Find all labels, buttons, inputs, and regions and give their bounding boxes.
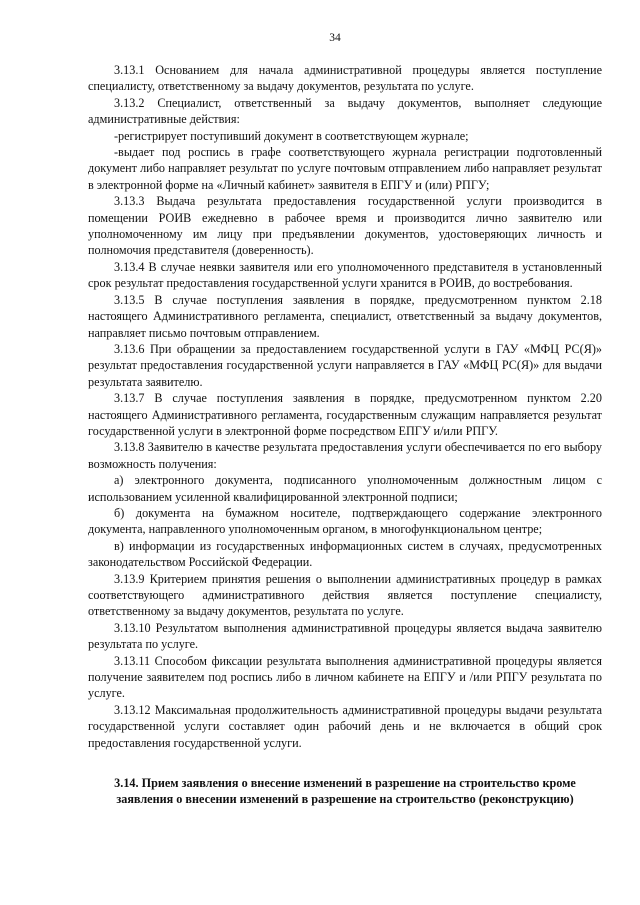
paragraph-3-13-8: 3.13.8 Заявителю в качестве результата предоставления услуги обеспечивается по его выбору возможность получения: [88, 440, 602, 471]
section-heading-3-14: 3.14. Прием заявления о внесение изменений в разрешение на строительство кроме заявления о внесении изменений в разрешение на строительство (реконструкцию) [114, 776, 576, 807]
paragraph-3-13-11: 3.13.11 Способом фиксации результата выполнения административной процедуры является получение заявителем под роспись либо в личном кабинете на ЕПГУ и /или РПГУ результата по услуге. [88, 653, 602, 701]
paragraph-3-13-7: 3.13.7 В случае поступления заявления в порядке, предусмотренном пунктом 2.20 настоящего Административного регламента, государственным служащим направляется результат государственной услуги в электронной форме посредством ЕПГУ и/или РПГУ. [88, 391, 602, 438]
paragraph-3-13-4: 3.13.4 В случае неявки заявителя или его уполномоченного представителя в установленный срок результат предоставления государственной услуги хранится в РОИВ, до востребования. [88, 259, 602, 291]
paragraph-3-13-5: 3.13.5 В случае поступления заявления в порядке, предусмотренном пунктом 2.18 настоящего Административного регламента, специалист, ответственный за выдачу документов, направляет письмо почтовым отправлением. [88, 292, 602, 340]
list-item-a: а) электронного документа, подписанного уполномоченным должностным лицом с использованием усиленной квалифицированной электронной подписи; [88, 473, 602, 504]
paragraph-3-13-6: 3.13.6 При обращении за предоставлением государственной услуги в ГАУ «МФЦ РС(Я)» результат предоставления государственной услуги направляется в ГАУ «МФЦ РС(Я)» для выдачи результата заявителю. [88, 341, 602, 389]
page-number: 34 [329, 32, 341, 44]
paragraph-3-13-1: 3.13.1 Основанием для начала административной процедуры является поступление специалисту, ответственному за выдачу документов, результата по услуге. [88, 63, 602, 94]
document-body [88, 62, 602, 808]
paragraph-3-13-12: 3.13.12 Максимальная продолжительность административной процедуры выдачи результата государственной услуги составляет один рабочий день и не включается в общий срок предоставления государственной услуги. [88, 702, 602, 750]
list-item-c: в) информации из государственных информационных систем в случаях, предусмотренных законодательством Российской Федерации. [88, 538, 602, 570]
paragraph-3-13-3: 3.13.3 Выдача результата предоставления государственной услуги производится в помещении РОИВ ежедневно в рабочее время и производится лично заявителю или уполномоченному им лицу при предъявлении документов, удостоверяющих личность и полномочия представителя (доверенность). [88, 194, 602, 258]
paragraph-3-13-9: 3.13.9 Критерием принятия решения о выполнении административных процедур в рамках соответствующего административного действия является поступление специалисту, ответственному за выдачу документов, результата по услуге. [88, 571, 602, 619]
list-item-register: -регистрирует поступивший документ в соответствующем журнале; [114, 128, 469, 143]
list-item-issue: -выдает под роспись в графе соответствующего журнала регистрации подготовленный документ либо направляет результат по услуге почтовым отправлением либо направляет результат в электронной форме на «Личный кабинет» заявителя в ЕПГУ и (или) РПГУ; [88, 145, 602, 192]
paragraph-3-13-2: 3.13.2 Специалист, ответственный за выдачу документов, выполняет следующие административные действия: [88, 95, 602, 127]
paragraph-3-13-10: 3.13.10 Результатом выполнения административной процедуры является выдача заявителю результата по услуге. [88, 620, 602, 652]
list-item-b: б) документа на бумажном носителе, подтверждающего содержание электронного документа, направленного уполномоченным органом, в многофункциональном центре; [88, 505, 602, 537]
